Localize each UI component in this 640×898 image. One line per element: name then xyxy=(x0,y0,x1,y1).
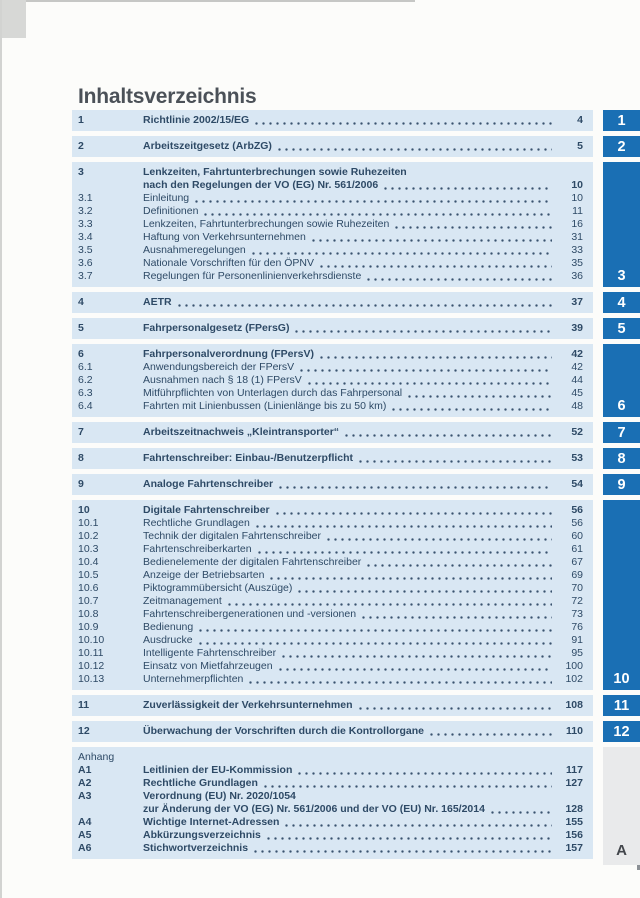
toc-row xyxy=(78,543,583,556)
dot-leader xyxy=(390,400,552,413)
toc-row xyxy=(78,426,583,439)
toc-entry-title: Unternehmerpflichten xyxy=(143,673,244,685)
toc-content xyxy=(72,86,593,864)
toc-entry-page: 60 xyxy=(571,530,583,542)
toc-entry-number: 10.12 xyxy=(78,660,105,672)
toc-entry-number: 7 xyxy=(78,426,84,438)
toc-row xyxy=(78,179,583,192)
toc-entry-page: 128 xyxy=(565,803,583,815)
toc-entry-title: Nationale Vorschriften für den ÖPNV xyxy=(143,257,315,269)
toc-entry-title: Ausnahmeregelungen xyxy=(143,244,246,256)
toc-row xyxy=(78,517,583,530)
toc-row xyxy=(78,166,583,179)
chapter-tab-label: 12 xyxy=(613,723,630,740)
toc-entry-title: Fahrtenschreiber: Einbau-/Benutzerpflicht xyxy=(143,452,354,464)
toc-row xyxy=(78,257,583,270)
dot-leader xyxy=(265,829,552,842)
toc-row xyxy=(78,621,583,634)
toc-entry-number: 3.7 xyxy=(78,270,93,282)
toc-entry-title: Zuverlässigkeit der Verkehrsunternehmen xyxy=(143,699,353,711)
toc-entry-page: 76 xyxy=(571,621,583,633)
toc-entry-title: Wichtige Internet-Adressen xyxy=(143,816,280,828)
toc-row xyxy=(78,816,583,829)
toc-entry-page: 155 xyxy=(565,816,583,828)
toc-entry-page: 52 xyxy=(571,426,583,438)
toc-entry-page: 16 xyxy=(571,218,583,230)
toc-entry-page: 157 xyxy=(565,842,583,854)
toc-entry-title: Fahrtenschreibergenerationen und -versionen xyxy=(143,608,357,620)
toc-entry-number: 6.4 xyxy=(78,400,93,412)
toc-row xyxy=(78,647,583,660)
toc-row xyxy=(78,751,583,764)
toc-row xyxy=(78,725,583,738)
toc-entry-page: 45 xyxy=(571,387,583,399)
toc-entry-page: 110 xyxy=(566,725,583,737)
toc-group xyxy=(72,162,593,287)
toc-entry-title: Rechtliche Grundlagen xyxy=(143,517,250,529)
dot-leader xyxy=(393,218,552,231)
chapter-tab-label: 8 xyxy=(617,450,626,467)
chapter-tab-label: 4 xyxy=(617,294,626,311)
toc-row xyxy=(78,140,583,153)
chapter-tab-1 xyxy=(603,110,640,131)
toc-entry-title: Haftung von Verkehrsunternehmen xyxy=(143,231,306,243)
toc-row xyxy=(78,842,583,855)
toc-entry-page: 4 xyxy=(577,114,583,126)
chapter-tab-strip xyxy=(603,110,640,870)
dot-leader xyxy=(296,582,552,595)
toc-entry-title: Überwachung der Vorschriften durch die Kontrollorgane xyxy=(143,725,425,737)
toc-row xyxy=(78,530,583,543)
toc-row xyxy=(78,569,583,582)
toc-entry-title: zur Änderung der VO (EG) Nr. 561/2006 und der VO (EU) Nr. 165/2014 xyxy=(143,803,485,815)
toc-entry-page: 91 xyxy=(571,634,583,646)
toc-entry-page: 56 xyxy=(571,504,583,516)
toc-entry-number: 10.7 xyxy=(78,595,99,607)
toc-entry-number: 10.4 xyxy=(78,556,99,568)
chapter-tab-2 xyxy=(603,136,640,157)
toc-entry-title: Ausdrucke xyxy=(143,634,193,646)
toc-entry-title: Definitionen xyxy=(143,205,199,217)
dot-leader xyxy=(280,647,552,660)
dot-leader xyxy=(306,374,552,387)
chapter-tab-label: 9 xyxy=(617,476,626,493)
toc-row xyxy=(78,387,583,400)
toc-entry-page: 37 xyxy=(571,296,583,308)
toc-entry-number: 4 xyxy=(78,296,84,308)
dot-leader xyxy=(250,244,552,257)
dot-leader xyxy=(310,231,552,244)
chapter-tab-6 xyxy=(603,344,640,417)
toc-group xyxy=(72,344,593,417)
toc-entry-number: 10.3 xyxy=(78,543,99,555)
toc-entry-page: 95 xyxy=(571,647,583,659)
toc-row xyxy=(78,608,583,621)
toc-group xyxy=(72,292,593,313)
dot-leader xyxy=(253,114,552,127)
chapter-tab-label: 5 xyxy=(617,320,626,337)
toc-entry-title: Anwendungsbereich der FPersV xyxy=(143,361,295,373)
toc-entry-number: A5 xyxy=(78,829,92,841)
dot-leader xyxy=(247,673,552,686)
toc-group xyxy=(72,695,593,716)
toc-row xyxy=(78,504,583,517)
toc-row xyxy=(78,478,583,491)
toc-row xyxy=(78,270,583,283)
toc-row xyxy=(78,777,583,790)
scan-artifact-left-edge xyxy=(0,0,2,898)
toc-entry-title: Leitlinien der EU-Kommission xyxy=(143,764,293,776)
toc-entry-page: 11 xyxy=(572,205,583,217)
toc-entry-page: 67 xyxy=(571,556,583,568)
toc-group xyxy=(72,500,593,690)
toc-entry-page: 102 xyxy=(565,673,583,685)
toc-group xyxy=(72,318,593,339)
toc-group xyxy=(72,422,593,443)
toc-row xyxy=(78,400,583,413)
toc-row xyxy=(78,374,583,387)
toc-entry-page: 108 xyxy=(565,699,583,711)
toc-entry-title: nach den Regelungen der VO (EG) Nr. 561/2006 xyxy=(143,179,379,191)
toc-entry-number: 10.8 xyxy=(78,608,99,620)
toc-entry-page: 100 xyxy=(565,660,583,672)
chapter-tab-label: 3 xyxy=(617,268,626,284)
dot-leader xyxy=(365,556,552,569)
toc-entry-title: Analoge Fahrtenschreiber xyxy=(143,478,274,490)
toc-entry-number: 10.1 xyxy=(78,517,99,529)
toc-entry-number: 5 xyxy=(78,322,84,334)
toc-entry-page: 127 xyxy=(565,777,583,789)
chapter-tab-9 xyxy=(603,474,640,495)
chapter-tab-label: 1 xyxy=(617,112,626,129)
toc-row xyxy=(78,556,583,569)
toc-row xyxy=(78,244,583,257)
toc-row xyxy=(78,764,583,777)
dot-leader xyxy=(293,322,552,335)
toc-row xyxy=(78,361,583,374)
scan-artifact-top-edge xyxy=(0,0,415,2)
chapter-tab-label: 10 xyxy=(613,671,630,687)
toc-entry-number: A4 xyxy=(78,816,92,828)
toc-row xyxy=(78,673,583,686)
toc-entry-number: 1 xyxy=(78,114,84,126)
toc-entry-title: Regelungen für Personenlinienverkehrsdienste xyxy=(143,270,362,282)
toc-row xyxy=(78,803,583,816)
toc-entry-title: Rechtliche Grundlagen xyxy=(143,777,258,789)
toc-entry-number: 10.6 xyxy=(78,582,99,594)
toc-row xyxy=(78,790,583,803)
toc-entry-page: 44 xyxy=(571,374,583,386)
chapter-tab-4 xyxy=(603,292,640,313)
toc-entry-number: 10.11 xyxy=(78,647,104,659)
toc-list xyxy=(72,110,593,859)
dot-leader xyxy=(202,205,552,218)
toc-entry-page: 70 xyxy=(571,582,583,594)
toc-group xyxy=(72,110,593,131)
toc-entry-title: Verordnung (EU) Nr. 2020/1054 xyxy=(143,790,296,802)
toc-entry-number: 3.5 xyxy=(78,244,93,256)
toc-entry-title: Fahrpersonalgesetz (FPersG) xyxy=(143,322,290,334)
toc-entry-number: 9 xyxy=(78,478,84,490)
dot-leader xyxy=(357,452,552,465)
chapter-tab-8 xyxy=(603,448,640,469)
dot-leader xyxy=(489,803,552,816)
toc-entry-page: 48 xyxy=(571,400,583,412)
dot-leader xyxy=(277,660,552,673)
toc-entry-title: Zeitmanagement xyxy=(143,595,222,607)
toc-group xyxy=(72,474,593,495)
toc-entry-title: Abkürzungsverzeichnis xyxy=(143,829,261,841)
toc-entry-title: Richtlinie 2002/15/EG xyxy=(143,114,250,126)
toc-entry-number: Anhang xyxy=(78,751,115,763)
toc-entry-number: 3.2 xyxy=(78,205,93,217)
chapter-tab-12 xyxy=(603,721,640,742)
toc-entry-page: 69 xyxy=(571,569,583,581)
toc-row xyxy=(78,634,583,647)
toc-entry-number: 6.3 xyxy=(78,387,93,399)
dot-leader xyxy=(276,140,552,153)
toc-entry-page: 54 xyxy=(571,478,583,490)
dot-leader xyxy=(252,842,552,855)
toc-entry-page: 61 xyxy=(571,543,583,555)
toc-entry-title: Bedienung xyxy=(143,621,194,633)
dot-leader xyxy=(254,517,552,530)
chapter-tab-10 xyxy=(603,500,640,690)
dot-leader xyxy=(298,361,552,374)
toc-entry-title: Fahrten mit Linienbussen (Linienlänge bis zu 50 km) xyxy=(143,400,387,412)
toc-entry-page: 5 xyxy=(577,140,583,152)
toc-row xyxy=(78,231,583,244)
chapter-tab-11 xyxy=(603,695,640,716)
dot-leader xyxy=(193,192,552,205)
chapter-tab-label: A xyxy=(616,842,627,859)
toc-row xyxy=(78,114,583,127)
toc-entry-title: Einsatz von Mietfahrzeugen xyxy=(143,660,273,672)
dot-leader xyxy=(360,608,552,621)
toc-entry-number: 3.1 xyxy=(78,192,93,204)
toc-entry-page: 42 xyxy=(571,361,583,373)
toc-entry-title: Arbeitszeitgesetz (ArbZG) xyxy=(143,140,272,152)
toc-group xyxy=(72,747,593,859)
toc-row xyxy=(78,322,583,335)
toc-row xyxy=(78,205,583,218)
toc-entry-page: 73 xyxy=(571,608,583,620)
toc-entry-page: 72 xyxy=(571,595,583,607)
chapter-tab-anhang xyxy=(603,747,640,865)
dot-leader xyxy=(277,478,552,491)
toc-entry-number: 3.6 xyxy=(78,257,93,269)
toc-entry-number: 12 xyxy=(78,725,90,737)
toc-entry-page: 39 xyxy=(571,322,583,334)
toc-entry-page: 35 xyxy=(571,257,583,269)
toc-entry-title: Arbeitszeitnachweis „Kleintransporter“ xyxy=(143,426,340,438)
chapter-tab-label: 11 xyxy=(613,697,630,714)
toc-entry-page: 117 xyxy=(566,764,583,776)
dot-leader xyxy=(406,387,552,400)
toc-entry-number: 3.4 xyxy=(78,231,93,243)
toc-entry-page: 10 xyxy=(571,192,583,204)
dot-leader xyxy=(428,725,552,738)
chapter-tab-label: 6 xyxy=(617,398,626,414)
toc-entry-number: 10 xyxy=(78,504,90,516)
toc-entry-title: Intelligente Fahrtenschreiber xyxy=(143,647,277,659)
toc-entry-number: 6 xyxy=(78,348,84,360)
toc-entry-page: 42 xyxy=(571,348,583,360)
toc-entry-number: 10.10 xyxy=(78,634,105,646)
toc-row xyxy=(78,296,583,309)
toc-entry-page: 31 xyxy=(571,231,583,243)
toc-entry-number: 6.1 xyxy=(78,361,93,373)
dot-leader xyxy=(176,296,552,309)
toc-row xyxy=(78,829,583,842)
toc-entry-number: 10.9 xyxy=(78,621,99,633)
dot-leader xyxy=(296,764,552,777)
toc-row xyxy=(78,582,583,595)
toc-group xyxy=(72,448,593,469)
toc-entry-page: 53 xyxy=(571,452,583,464)
toc-entry-number: 2 xyxy=(78,140,84,152)
dot-leader xyxy=(268,569,552,582)
chapter-tab-7 xyxy=(603,422,640,443)
chapter-tab-label: 7 xyxy=(617,424,626,441)
dot-leader xyxy=(343,426,552,439)
toc-entry-title: Anzeige der Betriebsarten xyxy=(143,569,265,581)
dot-leader xyxy=(256,543,552,556)
toc-entry-number: 6.2 xyxy=(78,374,93,386)
toc-entry-title: Lenkzeiten, Fahrtunterbrechungen sowie Ruhezeiten xyxy=(143,166,407,178)
toc-entry-page: 36 xyxy=(571,270,583,282)
toc-row xyxy=(78,192,583,205)
dot-leader xyxy=(197,634,552,647)
toc-entry-title: Bedienelemente der digitalen Fahrtenschreiber xyxy=(143,556,362,568)
scan-artifact-corner xyxy=(0,0,26,38)
toc-entry-title: Fahrtenschreiberkarten xyxy=(143,543,252,555)
toc-row xyxy=(78,595,583,608)
toc-row xyxy=(78,218,583,231)
dot-leader xyxy=(262,777,552,790)
page-title: Inhaltsverzeichnis xyxy=(78,85,257,108)
dot-leader xyxy=(197,621,552,634)
toc-entry-number: 10.2 xyxy=(78,530,99,542)
toc-entry-title: AETR xyxy=(143,296,172,308)
toc-entry-number: A3 xyxy=(78,790,92,802)
toc-group xyxy=(72,721,593,742)
dot-leader xyxy=(318,257,552,270)
toc-group xyxy=(72,136,593,157)
toc-entry-title: Mitführpflichten von Unterlagen durch das Fahrpersonal xyxy=(143,387,403,399)
dot-leader xyxy=(226,595,552,608)
toc-entry-number: 10.13 xyxy=(78,673,105,685)
toc-entry-title: Stichwortverzeichnis xyxy=(143,842,249,854)
dot-leader xyxy=(318,348,552,361)
dot-leader xyxy=(357,699,552,712)
toc-row xyxy=(78,348,583,361)
chapter-tab-3 xyxy=(603,162,640,287)
toc-entry-number: A6 xyxy=(78,842,92,854)
toc-row xyxy=(78,660,583,673)
dot-leader xyxy=(325,530,552,543)
toc-entry-number: 11 xyxy=(78,699,90,711)
chapter-tab-5 xyxy=(603,318,640,339)
dot-leader xyxy=(283,816,552,829)
toc-entry-title: Einleitung xyxy=(143,192,190,204)
toc-entry-number: A1 xyxy=(78,764,92,776)
toc-entry-title: Fahrpersonalverordnung (FPersV) xyxy=(143,348,314,360)
dot-leader xyxy=(274,504,552,517)
toc-row xyxy=(78,452,583,465)
toc-entry-number: 3 xyxy=(78,166,84,178)
toc-entry-title: Technik der digitalen Fahrtenschreiber xyxy=(143,530,322,542)
dot-leader xyxy=(382,179,552,192)
toc-entry-page: 33 xyxy=(571,244,583,256)
chapter-tab-label: 2 xyxy=(617,138,626,155)
toc-entry-page: 56 xyxy=(571,517,583,529)
toc-entry-number: 3.3 xyxy=(78,218,93,230)
toc-entry-page: 156 xyxy=(565,829,583,841)
toc-entry-number: 10.5 xyxy=(78,569,99,581)
toc-entry-title: Piktogrammübersicht (Auszüge) xyxy=(143,582,293,594)
dot-leader xyxy=(365,270,552,283)
toc-entry-number: 8 xyxy=(78,452,84,464)
toc-entry-title: Digitale Fahrtenschreiber xyxy=(143,504,270,516)
toc-entry-title: Ausnahmen nach § 18 (1) FPersV xyxy=(143,374,302,386)
toc-entry-page: 10 xyxy=(571,179,583,191)
toc-entry-title: Lenkzeiten, Fahrtunterbrechungen sowie Ruhezeiten xyxy=(143,218,390,230)
toc-row xyxy=(78,699,583,712)
toc-entry-number: A2 xyxy=(78,777,92,789)
